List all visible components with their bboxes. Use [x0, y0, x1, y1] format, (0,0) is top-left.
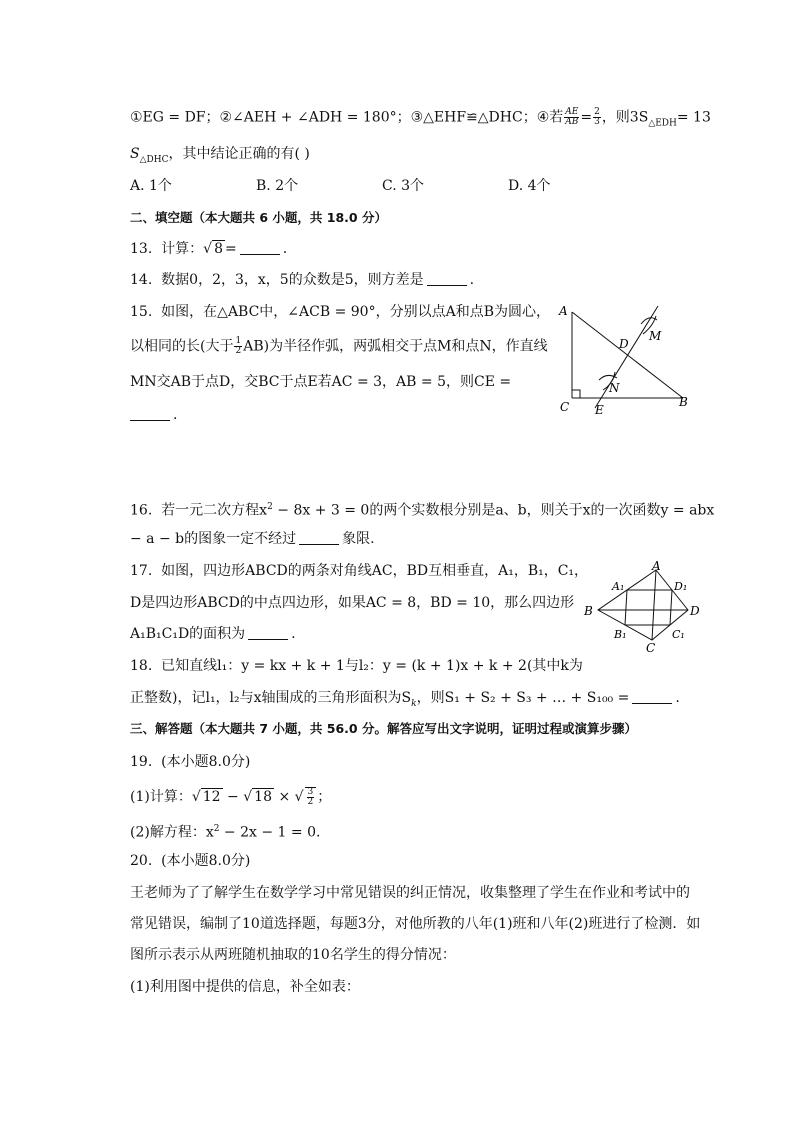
label-d1: D₁	[674, 580, 688, 593]
answer-blank[interactable]	[299, 530, 339, 545]
question-16-line2: − a − b的图象一定不经过 象限.	[130, 531, 375, 547]
label-b: B	[679, 395, 688, 409]
question-13: 13. 计算：√ 8 = .	[130, 241, 288, 257]
perpendicular-bisector-mn	[595, 306, 658, 408]
fraction-3-2: $\frac{3}{2}$	[305, 787, 317, 807]
answer-blank[interactable]	[240, 240, 280, 255]
label-b1: B₁	[614, 628, 627, 641]
option-b[interactable]: B. 2个	[256, 178, 299, 194]
question-20-para3: 图所示表示从两班随机抽取的10名学生的得分情况：	[130, 947, 456, 963]
quadrilateral-abcd-figure	[582, 558, 702, 654]
label-a1: A₁	[612, 580, 625, 593]
question-15-line4: .	[130, 406, 177, 424]
question-15-line1: 15. 如图，在△ABC中，∠ACB = 90°，分别以点A和点B为圆心，	[130, 304, 550, 320]
question-20-para2: 常见错误，编制了10道选择题，每题3分，对他所教的八年(1)班和八年(2)班进行了检测．如	[130, 916, 701, 932]
question-15-line3: MN交AB于点D，交BC于点E若AC = 3，AB = 5，则CE =	[130, 374, 512, 390]
label-a: A	[559, 304, 568, 318]
question-14: 14. 数据0，2，3，x，5的众数是5，则方差是 .	[130, 272, 475, 288]
section-solve-header: 三、解答题（本大题共 7 小题，共 56.0 分。解答应写出文字说明，证明过程或演算步骤）	[130, 721, 637, 736]
question-20-para1: 王老师为了了解学生在数学学习中常见错误的纠正情况，收集整理了学生在作业和考试中的	[130, 885, 690, 901]
label-a: A	[652, 559, 661, 573]
option-d[interactable]: D. 4个	[508, 178, 551, 194]
fraction-1-2: $\frac{1}{2}$	[235, 336, 242, 356]
answer-blank[interactable]	[632, 689, 672, 704]
q12-question-line: $S_{\triangle DHC}$，其中结论正确的有( )	[130, 146, 310, 165]
question-19-part2: (2)解方程：$x^2 - 2x - 1 = 0$.	[130, 824, 321, 841]
label-c: C	[646, 641, 656, 654]
label-d: D	[619, 337, 629, 351]
question-16-line1: 16. 若一元二次方程$x^2 - 8x + 3 = 0$的两个实数根分别是a、b，则关于x的一次函数y = abx	[130, 502, 715, 519]
question-17-line2: D是四边形ABCD的中点四边形，如果AC = 8，BD = 10，那么四边形	[130, 595, 575, 611]
label-m: M	[649, 329, 662, 343]
fraction-ae-ab: $\frac{AE}{AB}$	[565, 107, 579, 127]
right-angle-mark	[572, 390, 580, 398]
section-fill-in-header: 二、填空题（本大题共 6 小题，共 18.0 分）	[130, 210, 387, 225]
label-c1: C₁	[672, 628, 685, 641]
label-b: B	[584, 604, 593, 618]
triangle-abc-figure	[555, 298, 705, 418]
label-d: D	[690, 604, 700, 618]
option-c[interactable]: C. 3个	[382, 178, 425, 194]
question-17-line3: A₁B₁C₁D的面积为 .	[130, 626, 296, 642]
question-20-head: 20. (本小题8.0分)	[130, 853, 251, 869]
fraction-2-3: $\frac{2}{3}$	[594, 107, 600, 127]
diagonal-ac	[652, 570, 656, 640]
answer-blank[interactable]	[248, 625, 288, 640]
question-19-part1: (1)计算：√ 12 − √ 18 × √ $\frac{3}{2}$ ；	[130, 787, 332, 807]
question-17-line1: 17. 如图，四边形ABCD的两条对角线AC，BD互相垂直，A₁，B₁，C₁，	[130, 563, 589, 579]
label-n: N	[609, 381, 620, 395]
question-19-head: 19. (本小题8.0分)	[130, 754, 251, 770]
q12-options	[130, 177, 634, 195]
answer-blank[interactable]	[130, 406, 170, 421]
q12-statements: ①EG = DF；②∠AEH + ∠ADH = 180°；③△EHF≌△DHC；④若 $\frac{AE}{AB}$ = $\frac{2}{3}$ ，则$3S_{\triangle EDH}= 13$	[130, 107, 711, 129]
option-a[interactable]: A. 1个	[130, 178, 172, 194]
question-20-para4: (1)利用图中提供的信息，补全如表：	[130, 979, 360, 995]
question-18-line1: 18. 已知直线l₁：y = kx + k + 1与l₂：y = (k + 1)x + k + 2(其中k为	[130, 658, 583, 674]
label-e: E	[595, 403, 604, 417]
question-18-line2: 正整数)，记l₁，l₂与x轴围成的三角形面积为$S_k$，则S₁ + S₂ + S₃ + … + S₁₀₀ = .	[130, 690, 680, 709]
midpoint-quadrilateral	[625, 590, 672, 625]
answer-blank[interactable]	[427, 271, 467, 286]
label-c: C	[560, 400, 570, 414]
question-15-line2: 以相同的长(大于 $\frac{1}{2}$ AB)为半径作弧，两弧相交于点M和点N，作直线	[130, 336, 548, 356]
